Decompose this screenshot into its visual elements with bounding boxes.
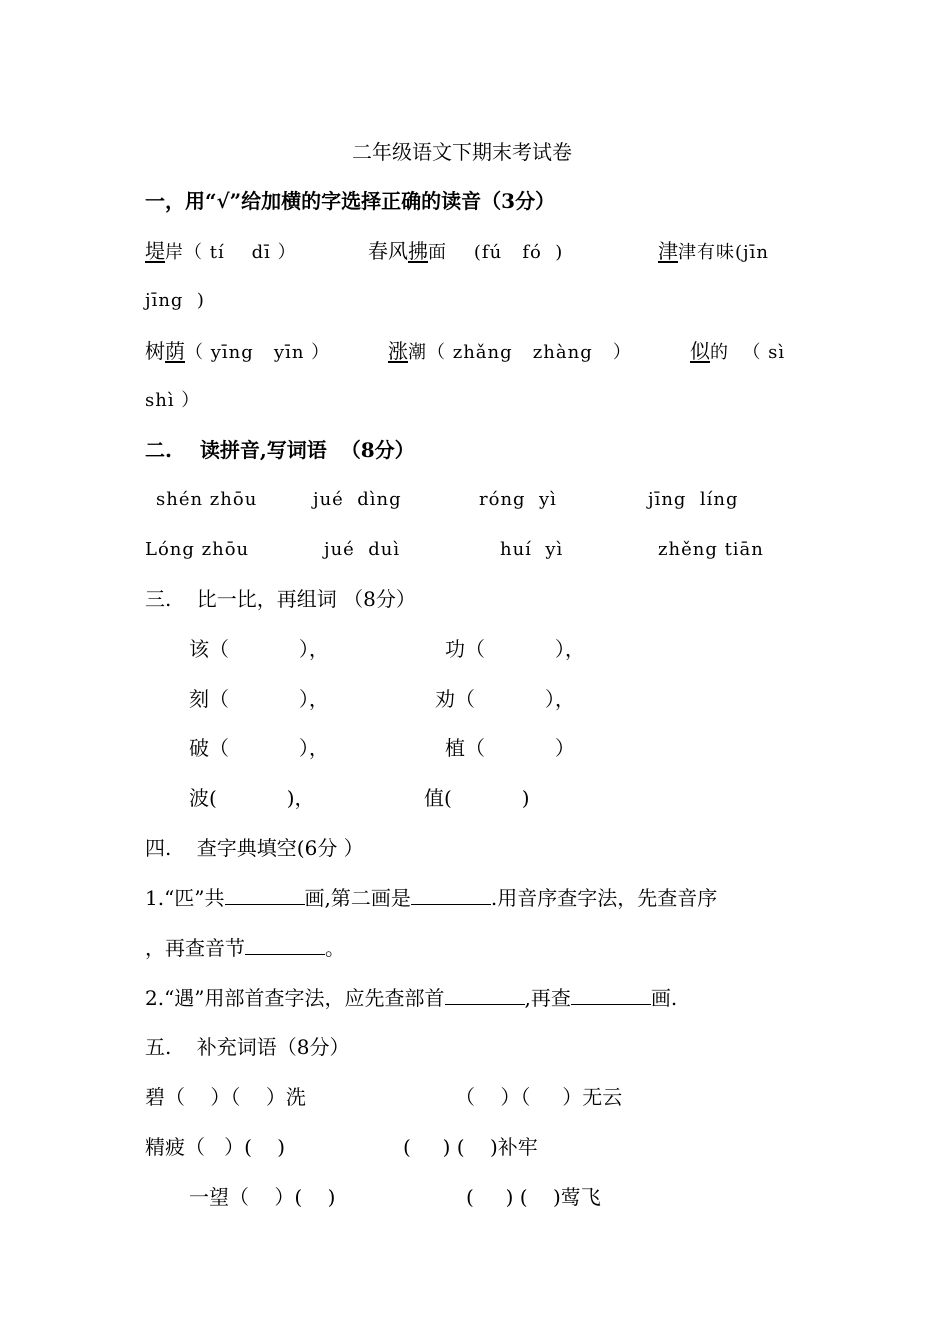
s1-row2-continued: shì ） [145, 390, 201, 411]
s1-item-options: 的 （ sì [710, 342, 786, 363]
pinyin-item: róng yì [479, 489, 557, 510]
s1-row1-continued: jīng ) [145, 290, 205, 311]
pinyin-item: jué dìng [313, 489, 402, 510]
idiom-item: （ ）（ ）无云 [455, 1085, 623, 1109]
s1-item-char: 涨 [388, 339, 408, 363]
idiom-item: ( ) ( )莺飞 [466, 1185, 601, 1209]
answer-blank[interactable] [411, 886, 491, 905]
compare-item: 刻（ ）， [189, 687, 329, 711]
q-text: ,再查 [524, 986, 571, 1010]
q-text: 。 [325, 936, 345, 960]
q-text: ，再查音节 [145, 936, 245, 960]
idiom-item: 精疲（ ）( ) [145, 1135, 286, 1159]
section-1-heading: 一，用“√”给加横的字选择正确的读音（3分） [145, 189, 556, 213]
dictionary-question-1-cont [145, 935, 345, 961]
compare-item: 植（ ） [445, 736, 575, 760]
s1-item-options: 面 (fú fó ) [428, 242, 564, 263]
s1-item-prefix: 春风 [368, 239, 408, 263]
s1-item-char: 荫 [165, 339, 185, 363]
q-text: 2.“遇”用部首查字法，应先查部首 [145, 986, 445, 1010]
q-text: .用音序查字法，先查音序 [490, 886, 718, 910]
answer-blank[interactable] [245, 936, 325, 955]
idiom-item: 一望（ ）( ) [189, 1185, 336, 1209]
pinyin-item: Lóng zhōu [145, 539, 250, 560]
s1-item-fu [368, 238, 563, 266]
section-2-heading: 二. 读拼音,写词语 （8分） [145, 438, 415, 462]
section-3-heading: 三. 比一比，再组词 （8分） [145, 587, 416, 611]
s1-item-char: 堤 [145, 239, 165, 263]
s1-item-options: （ yīng yīn ） [185, 342, 331, 363]
s1-item-options: 津有味(jīn [678, 242, 769, 263]
dictionary-question-2 [145, 985, 677, 1011]
answer-blank[interactable] [571, 986, 651, 1005]
s1-item-diàn [145, 238, 297, 266]
s1-item-char: 似 [690, 339, 710, 363]
s1-item-char: 津 [658, 239, 678, 263]
idiom-item: 碧（ ）（ ）洗 [145, 1085, 306, 1109]
q-text: 1.“匹”共 [145, 886, 225, 910]
dictionary-question-1 [145, 885, 717, 911]
s1-item-options: 潮（ zhǎng zhàng ） [408, 342, 632, 363]
s1-item-char: 拂 [408, 239, 428, 263]
q-text: 画. [650, 986, 678, 1010]
s1-item-prefix: 树 [145, 339, 165, 363]
pinyin-item: jué duì [324, 539, 401, 560]
pinyin-item: shén zhōu [156, 489, 258, 510]
s1-item-si [690, 338, 785, 366]
s1-item-options: 岸（ tí dī ） [165, 242, 297, 263]
pinyin-item: zhěng tiān [658, 539, 764, 560]
q-text: 画,第二画是 [304, 886, 411, 910]
compare-item: 波( )， [189, 786, 315, 810]
section-5-heading: 五. 补充词语（8分） [145, 1035, 350, 1059]
compare-item: 值( ) [424, 786, 530, 810]
s1-item-jin [658, 238, 769, 266]
compare-item: 功（ ）， [445, 637, 585, 661]
answer-blank[interactable] [225, 886, 305, 905]
section-4-heading: 四. 查字典填空(6分 ） [145, 836, 364, 860]
s1-item-zhang [388, 338, 632, 366]
idiom-item: ( ) ( )补牢 [403, 1135, 538, 1159]
page-title: 二年级语文下期末考试卷 [352, 140, 572, 164]
pinyin-item: huí yì [500, 539, 564, 560]
answer-blank[interactable] [445, 986, 525, 1005]
pinyin-item: jīng líng [648, 489, 739, 510]
compare-item: 该（ ）， [189, 637, 329, 661]
compare-item: 劝（ ）， [435, 687, 575, 711]
s1-item-yin [145, 338, 330, 366]
compare-item: 破（ ）， [189, 736, 329, 760]
